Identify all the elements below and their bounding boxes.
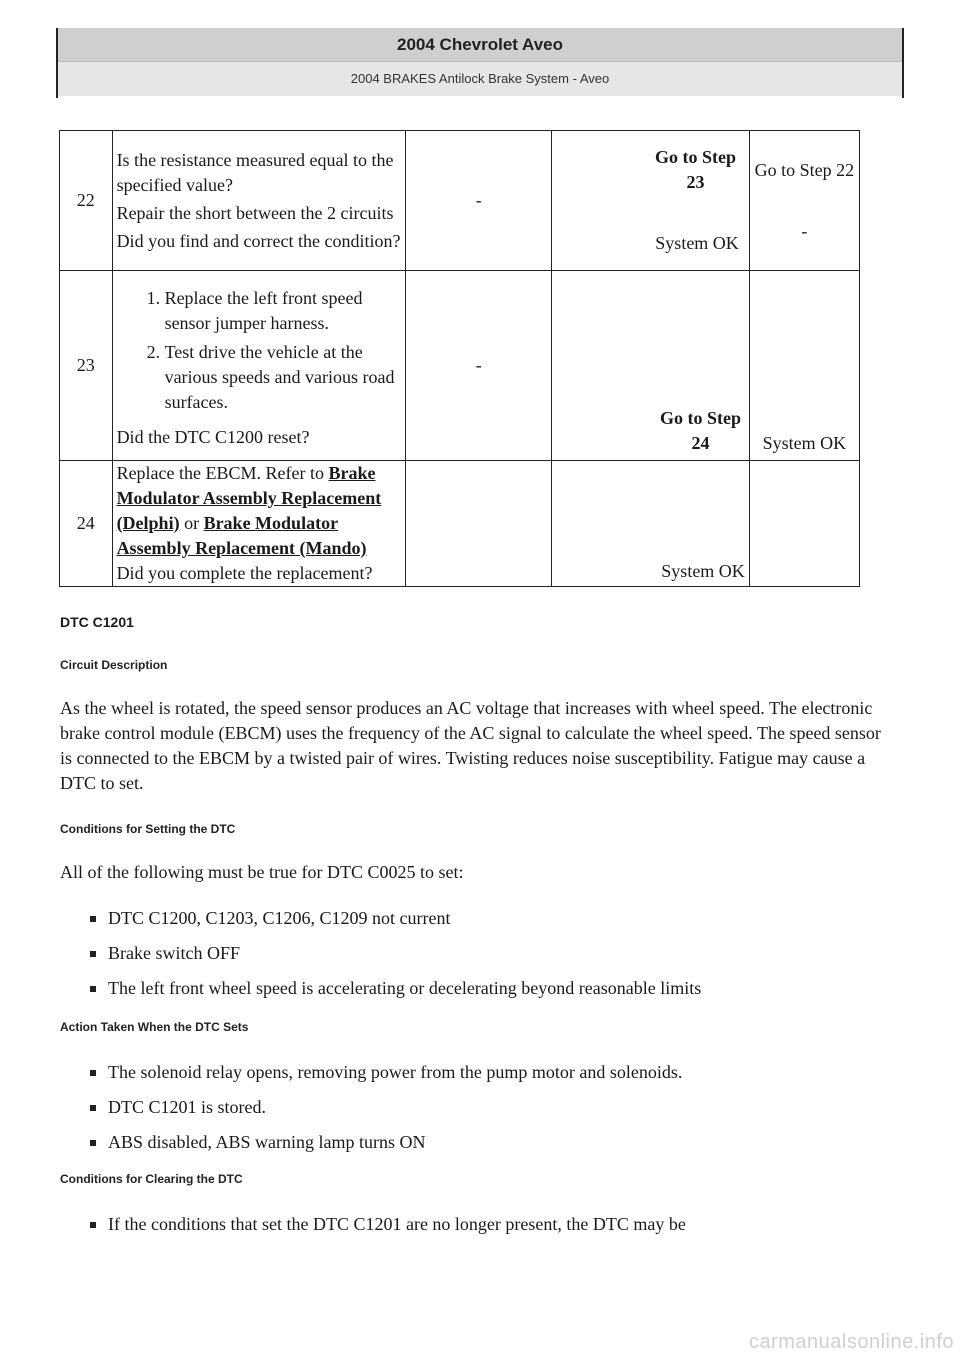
list-item: 1. Replace the left front speed sensor jumper harness.: [165, 286, 402, 336]
action-text: Did you find and correct the condition?: [116, 230, 401, 251]
step-yes: [552, 271, 750, 461]
go-to-step-23-text: Go to Step 23: [654, 147, 736, 192]
step-action: [112, 131, 406, 271]
action-question: Did you complete the replacement?: [116, 563, 373, 583]
document-title: 2004 Chevrolet Aveo: [58, 28, 902, 62]
watermark-text: carmanualsonline.info: [748, 1331, 954, 1353]
action-taken-list: [88, 1060, 888, 1165]
list-item: ABS disabled, ABS warning lamp turns ON: [88, 1130, 888, 1154]
table-row: [60, 461, 860, 587]
step-number: 22: [60, 131, 113, 271]
step-yes: [552, 131, 750, 271]
action-text: Repair the short between the 2 circuits: [116, 202, 394, 223]
list-item: The solenoid relay opens, removing power from the pump motor and solenoids.: [88, 1060, 888, 1084]
action-list: [117, 286, 402, 415]
no-dash-text: -: [801, 220, 808, 241]
list-item: If the conditions that set the DTC C1201 are no longer present, the DTC may be: [88, 1212, 888, 1236]
list-item: Brake switch OFF: [88, 941, 888, 965]
conditions-setting-intro: All of the following must be true for DTC C0025 to set:: [60, 862, 464, 882]
step-number: 24: [60, 461, 113, 587]
go-to-step-24-text: Go to Step 24: [659, 408, 741, 453]
step-no: [749, 131, 859, 271]
circuit-description-heading: Circuit Description: [60, 658, 168, 672]
action-question: Did the DTC C1200 reset?: [116, 426, 310, 447]
action-taken-heading: Action Taken When the DTC Sets: [60, 1020, 249, 1034]
dtc-title: DTC C1201: [60, 614, 134, 630]
step-value: -: [406, 271, 552, 461]
step-yes: System OK: [552, 461, 750, 587]
system-ok-text: System OK: [655, 233, 739, 253]
list-item: 2. Test drive the vehicle at the various speeds and various road surfaces.: [165, 340, 402, 415]
conditions-setting-heading: Conditions for Setting the DTC: [60, 822, 236, 836]
step-no: [749, 461, 859, 587]
document-header: [56, 28, 904, 98]
diagnostic-table: [59, 130, 860, 587]
go-to-step-22-text: Go to Step 22: [754, 159, 855, 180]
table-row: [60, 271, 860, 461]
conditions-clearing-list: [88, 1212, 888, 1247]
circuit-description-text: As the wheel is rotated, the speed sensor produces an AC voltage that increases with wheel speed. The electronic brake control module (EBCM) uses the frequency of the AC signal to calculate the wheel speed. The speed sensor is connected to the EBCM by a twisted pair of wires. Twisting reduces noise susceptibility. Fatigue may cause a DTC to set.: [60, 698, 881, 793]
step-value: [406, 461, 552, 587]
list-item: DTC C1201 is stored.: [88, 1095, 888, 1119]
step-number: 23: [60, 271, 113, 461]
step-action: [112, 271, 406, 461]
action-text: Is the resistance measured equal to the specified value?: [116, 149, 394, 195]
action-text: or: [179, 513, 204, 533]
table-row: [60, 131, 860, 271]
brake-modulator-mando-link[interactable]: Brake Modulator Assembly Replacement (Mando): [116, 513, 367, 558]
conditions-clearing-heading: Conditions for Clearing the DTC: [60, 1172, 243, 1186]
brake-modulator-delphi-link[interactable]: Brake Modulator Assembly Replacement (Delphi): [116, 463, 382, 533]
step-no: System OK: [749, 271, 859, 461]
list-item: DTC C1200, C1203, C1206, C1209 not current: [88, 906, 888, 930]
action-text: Replace the EBCM. Refer to: [116, 463, 329, 483]
step-action: [112, 461, 406, 587]
document-subtitle: 2004 BRAKES Antilock Brake System - Aveo: [58, 62, 902, 96]
conditions-setting-list: [88, 906, 888, 1011]
list-item: The left front wheel speed is accelerating or decelerating beyond reasonable limits: [88, 976, 888, 1000]
step-value: -: [406, 131, 552, 271]
